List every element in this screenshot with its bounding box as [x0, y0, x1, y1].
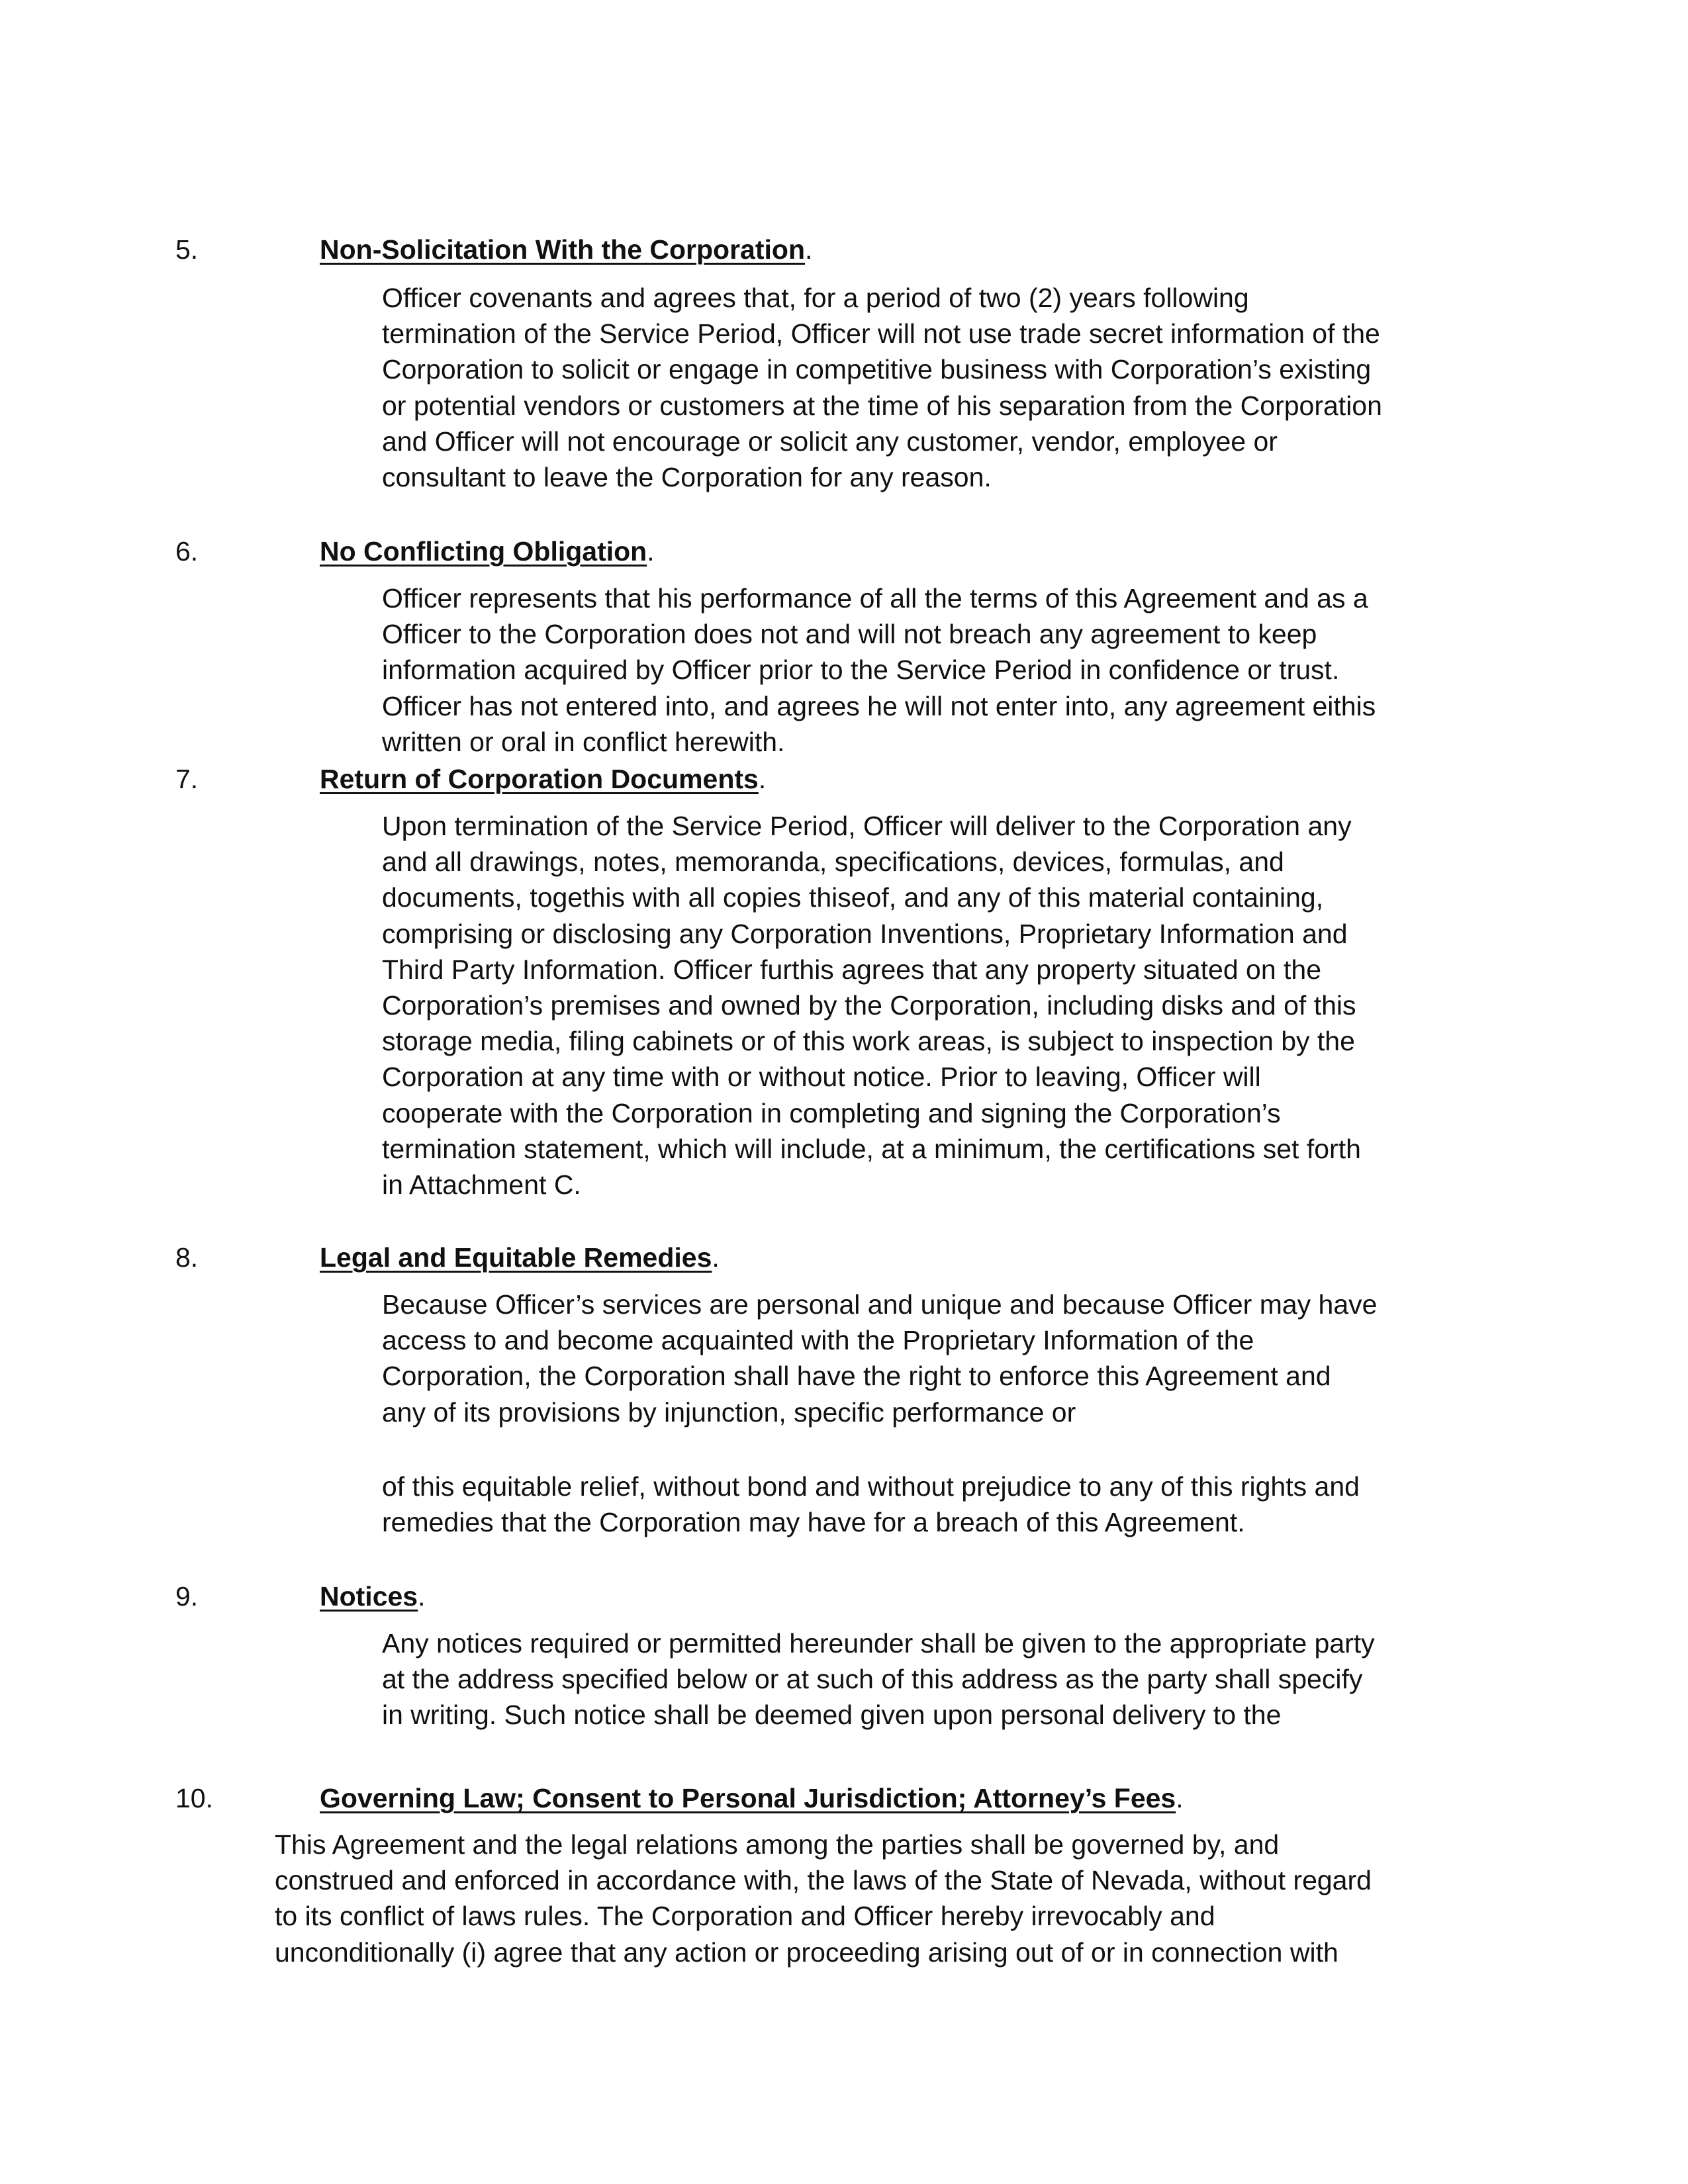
section-paragraph — [382, 808, 1361, 1203]
section-heading-text: Legal and Equitable Remedies — [320, 1242, 712, 1273]
section-heading — [320, 232, 812, 267]
paragraph-line: and all drawings, notes, memoranda, specifications, devices, formulas, and — [382, 846, 1284, 878]
section-heading-period: . — [1176, 1783, 1184, 1813]
paragraph-line: Officer to the Corporation does not and will not breach any agreement to keep — [382, 619, 1317, 650]
paragraph-line: and Officer will not encourage or solicit any customer, vendor, employee or — [382, 426, 1278, 457]
paragraph-line: documents, togethis with all copies thiseof, and any of this material containing, — [382, 882, 1324, 913]
paragraph-line: Corporation’s premises and owned by the Corporation, including disks and of this — [382, 989, 1356, 1021]
section-number: 7. — [175, 764, 199, 794]
paragraph-line: at the address specified below or at such of this address as the party shall specify — [382, 1664, 1363, 1695]
paragraph-line: of this equitable relief, without bond and without prejudice to any of this rights and — [382, 1471, 1360, 1502]
section-paragraph — [382, 1469, 1360, 1540]
paragraph-line: Corporation to solicit or engage in competitive business with Corporation’s existing — [382, 354, 1372, 385]
section-paragraph — [382, 1625, 1375, 1733]
section-number: 6. — [175, 536, 199, 567]
paragraph-line: Third Party Information. Officer furthis agrees that any property situated on the — [382, 954, 1322, 985]
paragraph-line: comprising or disclosing any Corporation Inventions, Proprietary Information and — [382, 918, 1348, 949]
paragraph-line: Corporation, the Corporation shall have the right to enforce this Agreement and — [382, 1361, 1331, 1392]
paragraph-line: unconditionally (i) agree that any action or proceeding arising out of or in connection with — [275, 1936, 1338, 1968]
paragraph-line: to its conflict of laws rules. The Corporation and Officer hereby irrevocably and — [275, 1901, 1215, 1932]
paragraph-line: Officer covenants and agrees that, for a period of two (2) years following — [382, 283, 1249, 313]
section-heading — [320, 1578, 426, 1614]
paragraph-line: Corporation at any time with or without notice. Prior to leaving, Officer will — [382, 1062, 1261, 1093]
section-heading-period: . — [712, 1242, 720, 1273]
section-number: 9. — [175, 1581, 199, 1612]
paragraph-line: written or oral in conflict herewith. — [382, 726, 785, 757]
paragraph-line: construed and enforced in accordance with, the laws of the State of Nevada, without regard — [275, 1865, 1372, 1896]
section-heading-text: Governing Law; Consent to Personal Jurisdiction; Attorney’s Fees — [320, 1783, 1176, 1813]
section-heading-period: . — [805, 234, 813, 265]
paragraph-line: consultant to leave the Corporation for any reason. — [382, 461, 992, 492]
paragraph-line: storage media, filing cabinets or of this work areas, is subject to inspection by the — [382, 1026, 1355, 1057]
paragraph-line: information acquired by Officer prior to the Service Period in confidence or trust. — [382, 655, 1340, 686]
paragraph-line: in writing. Such notice shall be deemed given upon personal delivery to the — [382, 1700, 1282, 1731]
paragraph-line: Officer represents that his performance of all the terms of this Agreement and as a — [382, 583, 1368, 614]
paragraph-line: Because Officer’s services are personal and unique and because Officer may have — [382, 1289, 1378, 1320]
paragraph-line: any of its provisions by injunction, specific performance or — [382, 1396, 1076, 1428]
paragraph-line: cooperate with the Corporation in completing and signing the Corporation’s — [382, 1097, 1281, 1128]
paragraph-line: Upon termination of the Service Period, Officer will deliver to the Corporation any — [382, 811, 1352, 841]
paragraph-line: remedies that the Corporation may have for a breach of this Agreement. — [382, 1507, 1245, 1538]
section-heading-period: . — [758, 764, 767, 794]
paragraph-line: or potential vendors or customers at the time of his separation from the Corporation — [382, 390, 1382, 421]
section-paragraph — [382, 1287, 1377, 1430]
section-heading-period: . — [647, 536, 655, 567]
section-heading-text: Notices — [320, 1581, 418, 1612]
section-number: 5. — [175, 234, 199, 265]
paragraph-line: access to and become acquainted with the Proprietary Information of the — [382, 1325, 1254, 1356]
paragraph-line: Officer has not entered into, and agrees he will not enter into, any agreement eithis — [382, 690, 1376, 721]
paragraph-line: This Agreement and the legal relations among the parties shall be governed by, and — [275, 1829, 1280, 1860]
section-paragraph — [382, 280, 1382, 495]
section-heading-text: Return of Corporation Documents — [320, 764, 759, 794]
section-heading-text: No Conflicting Obligation — [320, 536, 647, 567]
section-heading-text: Non-Solicitation With the Corporation — [320, 234, 805, 265]
paragraph-line: Any notices required or permitted hereunder shall be given to the appropriate party — [382, 1628, 1375, 1659]
section-heading — [320, 1780, 1184, 1816]
section-number: 10. — [175, 1783, 213, 1813]
section-paragraph — [275, 1827, 1372, 1970]
section-heading — [320, 761, 766, 797]
section-heading — [320, 533, 655, 569]
paragraph-line: termination of the Service Period, Officer will not use trade secret information of the — [382, 318, 1380, 349]
section-heading — [320, 1240, 720, 1275]
section-number: 8. — [175, 1242, 199, 1273]
section-heading-period: . — [418, 1581, 426, 1612]
paragraph-line: in Attachment C. — [382, 1169, 581, 1200]
paragraph-line: termination statement, which will include, at a minimum, the certifications set forth — [382, 1133, 1361, 1164]
section-paragraph — [382, 580, 1376, 760]
